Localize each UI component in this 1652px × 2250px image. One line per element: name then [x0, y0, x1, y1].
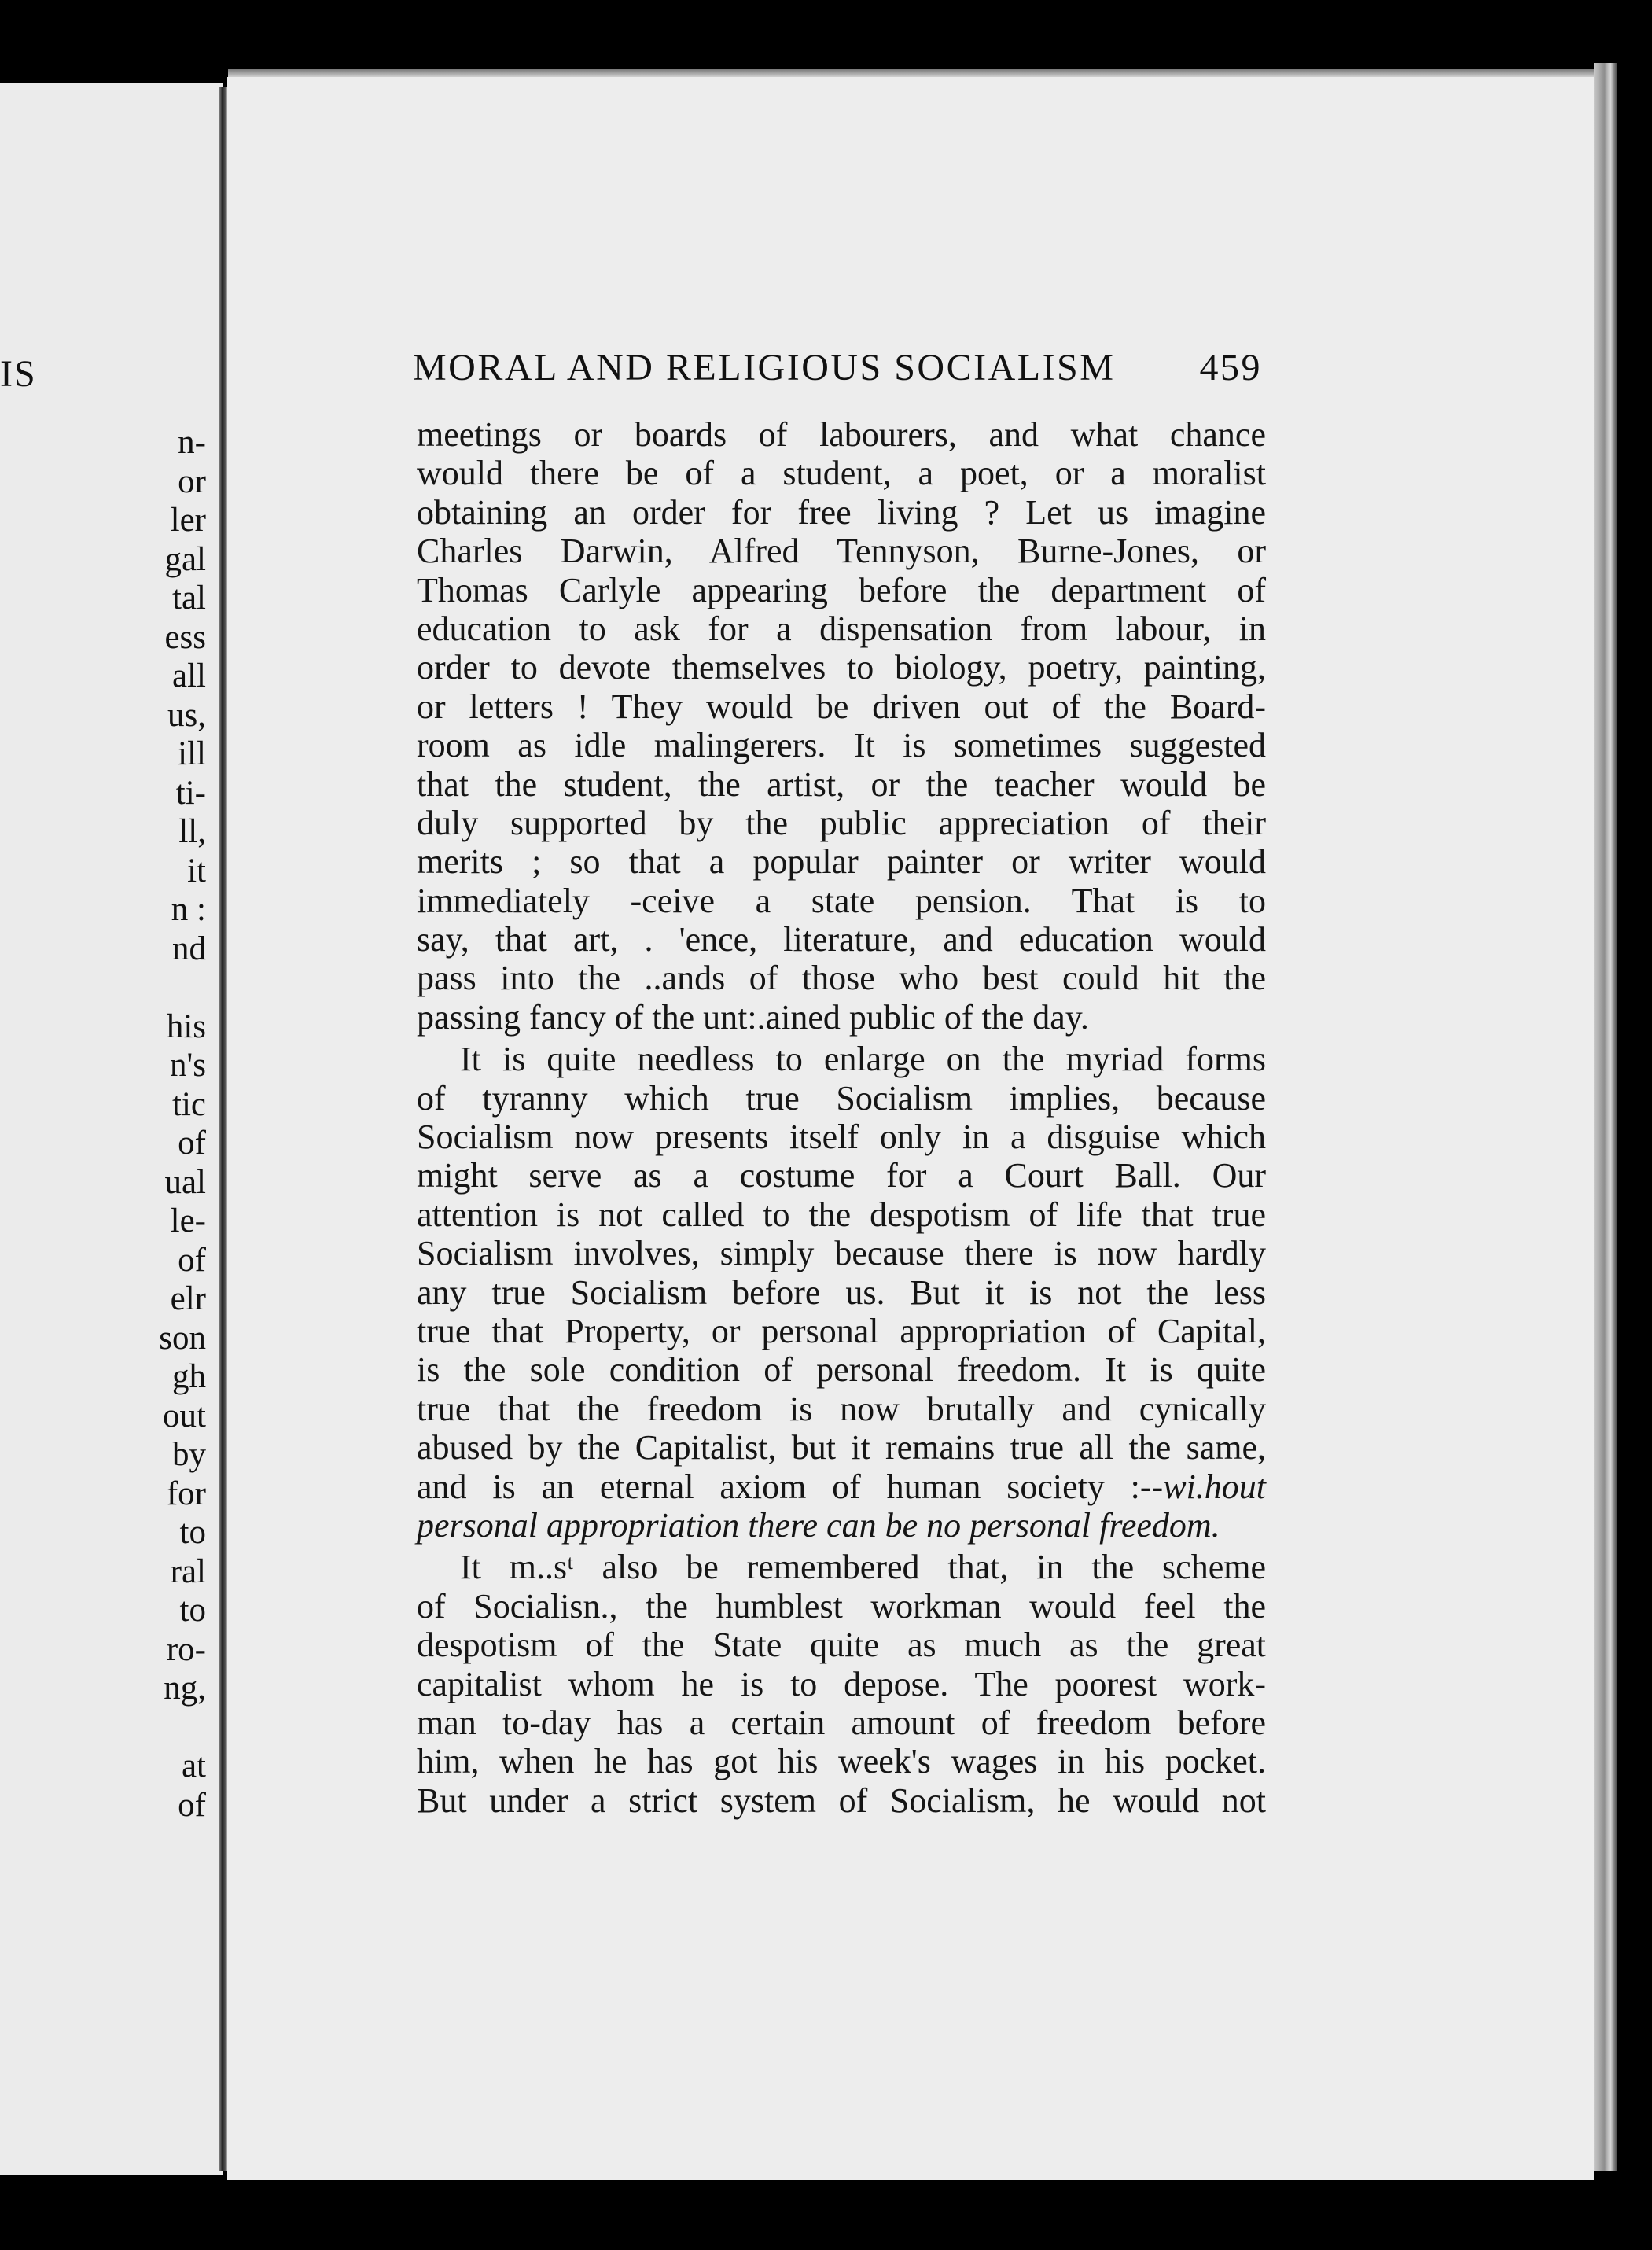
- left-line-fragment: for: [166, 1475, 206, 1512]
- text-line: capitalist whom he is to depose. The poorest work-: [417, 1664, 1266, 1703]
- left-line-fragment: or: [178, 462, 206, 500]
- text-line: duly supported by the public appreciation of their: [417, 803, 1266, 842]
- text-line: any true Socialism before us. But it is not the less: [417, 1272, 1266, 1312]
- left-line-fragment: n's: [170, 1047, 206, 1084]
- italic-text-span: wi.hout: [1163, 1467, 1266, 1506]
- text-line: obtaining an order for free living ? Let us imagine: [417, 492, 1266, 532]
- text-line: [417, 1467, 1266, 1506]
- left-line-fragment: elr: [170, 1280, 206, 1317]
- left-line-fragment: it: [187, 852, 206, 889]
- text-line: It m..sᵗ also be remembered that, in the scheme: [460, 1548, 1266, 1587]
- left-line-fragment: tal: [172, 580, 206, 617]
- left-line-fragment: n-: [178, 424, 206, 461]
- paragraph-3: [417, 1548, 1266, 1820]
- text-line: or letters ! They would be driven out of the Board-: [417, 687, 1266, 726]
- left-line-fragment: of: [178, 1241, 206, 1279]
- running-head: [413, 346, 1262, 401]
- text-line: say, that art, . 'ence, literature, and education would: [417, 920, 1266, 959]
- left-page-header-fragment: IS: [0, 353, 37, 395]
- text-line: abused by the Capitalist, but it remains true all the same,: [417, 1428, 1266, 1467]
- left-line-fragment: ess: [164, 618, 206, 656]
- left-line-fragment: at: [181, 1747, 206, 1784]
- text-line: him, when he has got his week's wages in his pocket.: [417, 1742, 1266, 1781]
- left-line-fragment: by: [172, 1436, 206, 1473]
- left-line-fragment: nd: [172, 930, 206, 967]
- text-line: would there be of a student, a poet, or a moralist: [417, 454, 1266, 493]
- text-line: pass into the ..ands of those who best could hit the: [417, 959, 1266, 998]
- text-line: of Socialisn., the humblest workman would feel the: [417, 1586, 1266, 1626]
- page-top-edge: [228, 69, 1612, 77]
- text-line: education to ask for a dispensation from labour, in: [417, 609, 1266, 648]
- left-line-fragment: his: [166, 1007, 206, 1045]
- text-line: Socialism now presents itself only in a disguise which: [417, 1118, 1266, 1157]
- text-span: and is an eternal axiom of human society :--: [417, 1467, 1164, 1506]
- text-line: despotism of the State quite as much as the great: [417, 1626, 1266, 1665]
- text-line: It is quite needless to enlarge on the myriad forms: [460, 1040, 1266, 1079]
- body-text: [417, 415, 1266, 1820]
- left-line-fragment: le-: [170, 1202, 206, 1239]
- left-line-fragment: tic: [172, 1085, 206, 1123]
- text-line: is the sole condition of personal freedom. It is quite: [417, 1350, 1266, 1390]
- left-line-fragment: ual: [164, 1163, 206, 1201]
- running-title: MORAL AND RELIGIOUS SOCIALISM: [413, 347, 1116, 389]
- paragraph-1: [417, 415, 1266, 1037]
- left-line-fragment: son: [159, 1319, 206, 1357]
- text-line: Charles Darwin, Alfred Tennyson, Burne-Jones, or: [417, 532, 1266, 571]
- text-line: of tyranny which true Socialism implies, because: [417, 1078, 1266, 1118]
- text-line: true that Property, or personal appropriation of Capital,: [417, 1311, 1266, 1350]
- left-line-fragment: gh: [172, 1358, 206, 1395]
- page-fore-edge: [1594, 63, 1617, 2171]
- text-line: man to-day has a certain amount of freedom before: [417, 1703, 1266, 1742]
- left-line-fragment: ral: [170, 1552, 206, 1590]
- text-line: might serve as a costume for a Court Ball. Our: [417, 1156, 1266, 1195]
- text-line: But under a strict system of Socialism, he would not: [417, 1780, 1266, 1820]
- text-line: true that the freedom is now brutally and cynically: [417, 1389, 1266, 1428]
- left-line-fragment: out: [163, 1397, 206, 1434]
- left-line-fragment: ng,: [164, 1670, 206, 1707]
- left-line-fragment: of: [178, 1786, 206, 1824]
- left-line-fragment: to: [179, 1592, 206, 1629]
- text-line: [417, 1506, 1266, 1545]
- left-line-fragment: us,: [167, 696, 206, 734]
- left-line-fragment: ler: [170, 502, 206, 539]
- text-line: merits ; so that a popular painter or writer would: [417, 842, 1266, 882]
- left-line-fragment: gal: [164, 540, 206, 578]
- text-line: Thomas Carlyle appearing before the department of: [417, 570, 1266, 609]
- left-line-fragment: ll,: [178, 813, 206, 850]
- left-line-fragment: ill: [178, 735, 206, 772]
- text-line: meetings or boards of labourers, and what chance: [417, 415, 1266, 454]
- page-number: 459: [1199, 347, 1262, 389]
- left-line-fragment: [0, 1708, 206, 1747]
- left-line-fragment: of: [178, 1125, 206, 1162]
- left-line-fragment: to: [179, 1514, 206, 1551]
- left-line-fragment: ro-: [166, 1630, 206, 1668]
- left-page-line-endings: [0, 423, 206, 1825]
- text-line: order to devote themselves to biology, poetry, painting,: [417, 648, 1266, 687]
- left-line-fragment: n :: [171, 891, 206, 928]
- text-line: passing fancy of the unt:.ained public of the day.: [417, 997, 1089, 1037]
- italic-text-span: personal appropriation there can be no personal freedom.: [417, 1505, 1220, 1545]
- left-line-fragment: all: [172, 657, 206, 694]
- text-line: Socialism involves, simply because there is now hardly: [417, 1234, 1266, 1273]
- text-line: attention is not called to the despotism of life that true: [417, 1195, 1266, 1234]
- left-line-fragment: ti-: [175, 774, 206, 812]
- text-line: immediately -ceive a state pension. That is to: [417, 881, 1266, 920]
- text-line: room as idle malingerers. It is sometimes suggested: [417, 726, 1266, 765]
- text-line: that the student, the artist, or the teacher would be: [417, 764, 1266, 804]
- paragraph-2: [417, 1040, 1266, 1467]
- left-line-fragment: [0, 968, 206, 1007]
